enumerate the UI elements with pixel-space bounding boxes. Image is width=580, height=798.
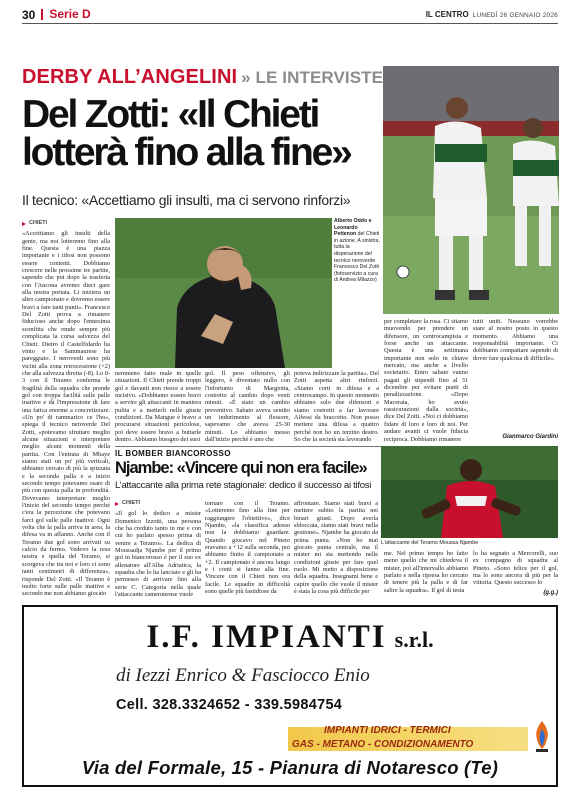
column-text: poteva indirizzare la partita». Del Zotti aspetta altri rinforzi. «Siamo corti in difesa e a centrocampo. In questo momento abbiamo solo due difensori e siamo costretti a far lavorare Alfessi da braccetto. Non posso mettere una difesa a quattro perché non ho un terzino destro. So che la società sta lavorando [294, 370, 379, 444]
photo-caption [334, 218, 380, 284]
ad-brand [24, 619, 556, 656]
article2-headline: Njambe: «Vincere qui non era facile» [115, 459, 367, 477]
article2-signature: (g.g.) [543, 590, 558, 596]
njambe-photo-caption: L’attaccante del Teramo Moussa Njambe [381, 540, 479, 546]
caption-text: del Chieti in azione. A sinistra, tutta la disperazione del tecnico neroverde Francesco Del Zotti (fotoservizio a cura di Andrea Milazzo) [334, 231, 380, 284]
section-name: Serie D [41, 9, 90, 20]
article2-subhead: L’attaccante alla prima rete stagionale: dedico il successo ai tifosi [115, 480, 372, 491]
ad-brand-name: I.F. IMPIANTI [146, 619, 387, 655]
ad-brand-suffix: s.r.l. [394, 627, 434, 652]
article-subhead: Il tecnico: «Accettiamo gli insulti, ma ci servono rinforzi» [22, 192, 351, 208]
article-headline [22, 93, 382, 174]
article-body-column-3 [205, 370, 290, 446]
article2-column-1 [115, 500, 201, 598]
flame-icon [532, 719, 552, 758]
triangle-bullet-icon [115, 502, 119, 506]
article2-column-5 [473, 550, 558, 598]
article2-column-3 [294, 500, 378, 598]
article-body-column-4 [294, 370, 379, 446]
column-text: tutti uniti. Nessuno vorrebbe stare al nostro posto in questo momento. Abbiamo una responsabilità importante. Ci dobbiamo compattare sapendo di dover fare qualcosa di difficile». [473, 318, 558, 362]
article-body-column-1 [22, 220, 110, 598]
article-kicker [22, 66, 383, 89]
triangle-bullet-icon [22, 222, 26, 226]
column-text: nemmeno fatto male in quelle situazioni. Il Chieti prende troppi gol e davanti non riesce a essere incisivo. «Dobbiamo essere bravi a servire gli attaccanti in maniera pulita e a metterli nelle giuste condizioni. Da Mangue è bravo a procurarsi situazioni pericolose, poi deve essere bravo a buttarle dentro. Abbiamo bisogno dei suoi [115, 370, 201, 444]
article2-column-4 [384, 550, 468, 598]
ad-services-line-2: GAS - METANO - CONDIZIONAMENTO [292, 739, 474, 750]
headline-line-2: lotterà fino alla fine» [22, 131, 351, 174]
article2-byline: CHIETI [115, 500, 201, 507]
kicker-grey: » LE INTERVISTE [241, 68, 384, 87]
ad-address: Via del Formale, 15 - Pianura di Notaresco (Te) [81, 757, 499, 778]
coach-photo [115, 218, 332, 368]
article2-column-2 [205, 500, 290, 598]
ad-owners: di Iezzi Enrico & Fasciocco Enio [116, 665, 370, 686]
advertisement [22, 605, 558, 787]
players-photo [383, 66, 559, 314]
issue-date: LUNEDÌ 26 GENNAIO 2026 [472, 12, 558, 19]
column-text: me. Nel primo tempo ho fatto meno quello che mi chiedeva il mister, poi all'intervallo abbiamo parlato e nella ripresa ho cercato di tenere più la palla e di far salire la squadra». Il gol di testa [384, 550, 468, 594]
column-text: gol. Il peso offensivo, gli leggero, è diventato nullo con l'infortunio di Margiotta, costretto al cambio dopo venti minuti. «È stato un cambio preventivo. Sabato aveva sentito un indurimento al flessore, sapevamo che aveva 25-30 minuti. Lo abbiamo messo dall'inizio perché è uno che [205, 370, 290, 444]
masthead-name: IL CENTRO [425, 10, 469, 19]
njambe-photo [381, 446, 558, 538]
column-text: tornare con il Teramo. «Lotteremo fino alla fine per raggiungere l'obiettivo», dice Njambe, «la classifica adesso non la dobbiamo guardare. Quando giocavo nel Pineto eravamo a +12 sulla seconda, poi abbiamo finito il campionato a +2. Il campionato è ancora lungo e i conti si fanno alla fine. Vincere con il Chieti non era facile. Le squadre in difficoltà sono quelle più fastidiose da [205, 500, 290, 596]
caption-names: Alberto Oddo e Leonardo Pettenon [334, 218, 372, 238]
article-body-column-2 [115, 370, 201, 446]
article-signature: Gianmarco Giardini [502, 434, 558, 440]
column-text: affrontare. Siamo stati bravi a mettere subito la partita nei binari giusti. Dopo averla sbloccata, siamo stati bravi nella gestione». Njambe ha giocato da prima punta. «Non ho mai giocato punta centrale, ma il mister mi sta mettendo nelle condizioni giuste per fare quel ruolo. Mi metto a disposizione della squadra. Insegnami bene e capire quello che vuole il mister è stata la cosa più difficile per [294, 500, 378, 596]
column-text: «Accettiamo gli insulti della gente, ma noi lotteremo fino alla fine. Questa è una piazza importante e i tifosi non possono essere contenti. Dobbiamo crescere nelle prossime tre partite, sapendo che poi dopo la trasferta con l'Ancona avremo dieci gare alla nostra portata. Li iniziera un altro campionato e dovremo essere bravi a fare tanti punti». Francesco Del Zotti prova a rimanere fiducioso anche dopo l'ennesima sconfitta che rende sempre più complicata la corsa salvezza del Chieti. Dietro il Castelfidardo ha vinto e la Sammaurese ha pareggiato. I neroverdi sono più vicini alla zona retrocessione (+2) che alla salvezza diretta (-8). Lo 0-3 con il Teramo conferma le fragilità della squadra che prende gol con troppa facilità sulle palle inattive e dà l'impressione di fare una fatica enorme a concretizzare. «Un po' di rammarico ce l'ho», spiega il tecnico neroverde Del Zotti, «potevamo sfruttare meglio alcune situazioni e interpretare meglio alcuni momenti della partita. Con l'entrata di Mbaye siamo stati un po' più verticali, abbiamo cercato di più la spizzata e la seconda palla e a inizio secondo tempo potevamo osare di più con questa palla in profondità. Dovevamo interpretare meglio l'inizio del secondo tempo perché c'era la percezione che potevano farci gol sulle palle inattive. Ogni volta che la palla arriva in area, la difesa va in affanno. Anche con il Teramo due gol sono arrivati su calcio da fermo. Vedevo la resa nostra e quella del Teramo, si scorgeva che tra noi e loro ci sono tanti centimetri di differenza», risponde Del Zotti. «Il Teramo è molto forte sulle palle inattive e secondo me non abbiamo giocato [22, 230, 110, 598]
column-text: «Il gol lo dedico a mister Domenico Izzotti, una persona che ha creduto tanto in me e con cui ho parlato spesso prima di venire a Teramo». La dedica di Moussadja Njambe per il primo gol in biancorosso è per il suo ex allenatore all'Alba Adriatica, la squadra che lo ha lanciato e gli ha permesso di arrivare fino alla serie C. Categoria nella quale l'attaccante camerunense vuole [115, 510, 201, 598]
page-number: 30 [22, 7, 36, 22]
page-header [22, 6, 558, 24]
kicker-red: DERBY ALL’ANGELINI [22, 66, 238, 88]
column-text: per completare la rosa. Ci stiamo muovendo per prendere un difensore, un centrocampista e forse anche un attaccante. Questa è una settimana importante non solo in chiave mercato, ma anche a livello societario. Entro sabato vanno pagati gli stipendi fino al 31 dicembre per evitare punti di penalizzazione. «Dopo Macerata, ho avuto rassicurazioni dalla società», dice Del Zotti. «Noi ci dobbiamo fidare di loro e loro di noi. Per andare avanti ci vuole fiducia reciproca. Dobbiamo rimanere [384, 318, 468, 443]
ad-phones: Cell. 328.3324652 - 339.5984754 [116, 697, 343, 713]
column-text: lo ha segnato a Mercorelli, suo ex compagno di squadra al Pineto. «Sono felice per il gol, ma lo sono ancora di più per la vittoria. Questo successo lo [473, 550, 558, 587]
article-body-column-5 [384, 318, 468, 444]
masthead [426, 10, 558, 19]
headline-line-1: Del Zotti: «Il Chieti [22, 93, 319, 136]
byline: CHIETI [22, 220, 110, 227]
ad-services-line-1: IMPIANTI IDRICI - TERMICI [324, 725, 451, 736]
article2-kicker: IL BOMBER BIANCOROSSO [115, 449, 231, 458]
article-body-column-6 [473, 318, 558, 444]
